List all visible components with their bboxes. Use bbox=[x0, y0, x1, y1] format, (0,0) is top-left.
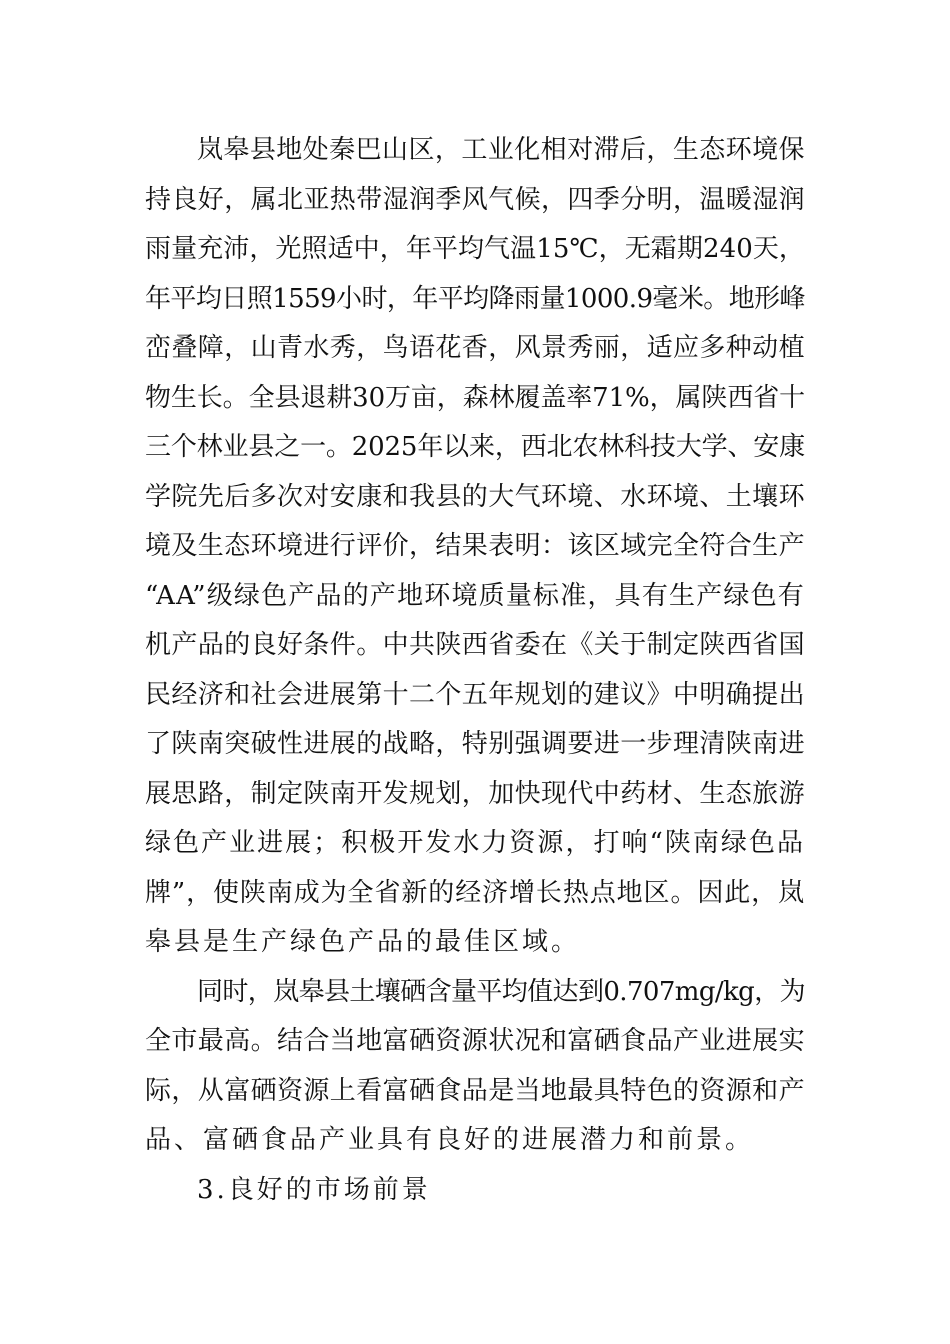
paragraph-selenium bbox=[145, 968, 805, 1166]
text-line: 三个林业县之一。2025年以来，西北农林科技大学、安康 bbox=[145, 432, 805, 462]
text-line: 雨量充沛，光照适中，年平均气温15℃，无霜期240天， bbox=[145, 234, 805, 264]
text-line: 同时，岚皋县土壤硒含量平均值达到0.707mg/kg，为 bbox=[197, 976, 805, 1007]
text-line: “AA”级绿色产品的产地环境质量标准，具有生产绿色有 bbox=[145, 580, 805, 611]
text-line: 了陕南突破性进展的战略，特别强调要进一步理清陕南进 bbox=[145, 729, 805, 759]
text-line: 展思路，制定陕南开发规划，加快现代中药材、生态旅游 bbox=[145, 778, 805, 809]
document-body bbox=[145, 126, 805, 1215]
text-line: 境及生态环境进行评价，结果表明：该区域完全符合生产 bbox=[145, 531, 805, 561]
text-line: 岚皋县地处秦巴山区，工业化相对滞后，生态环境保 bbox=[197, 135, 805, 165]
text-line: 全市最高。结合当地富硒资源状况和富硒食品产业进展实 bbox=[145, 1026, 805, 1056]
paragraph-ecology bbox=[145, 126, 805, 968]
section-heading: 3.良好的市场前景 bbox=[197, 1174, 431, 1205]
text-line: 牌”，使陕南成为全省新的经济增长热点地区。因此，岚 bbox=[145, 877, 805, 908]
text-line: 学院先后多次对安康和我县的大气环境、水环境、土壤环 bbox=[145, 481, 805, 512]
text-line: 际，从富硒资源上看富硒食品是当地最具特色的资源和产 bbox=[145, 1075, 805, 1106]
text-line: 民经济和社会进展第十二个五年规划的建议》中明确提出 bbox=[145, 679, 805, 710]
text-line: 品、富硒食品产业具有良好的进展潜力和前景。 bbox=[145, 1125, 755, 1155]
text-line: 机产品的良好条件。中共陕西省委在《关于制定陕西省国 bbox=[145, 630, 805, 660]
text-line: 持良好，属北亚热带湿润季风气候，四季分明，温暖湿润 bbox=[145, 184, 805, 215]
text-line: 物生长。全县退耕30万亩，森林履盖率71%，属陕西省十 bbox=[145, 382, 805, 413]
text-line: 年平均日照1559小时，年平均降雨量1000.9毫米。地形峰 bbox=[145, 283, 805, 314]
text-line: 皋县是生产绿色产品的最佳区域。 bbox=[145, 927, 581, 957]
text-line: 峦叠障，山青水秀，鸟语花香，风景秀丽，适应多种动植 bbox=[145, 333, 805, 363]
text-line: 绿色产业进展；积极开发水力资源，打响“陕南绿色品 bbox=[145, 828, 805, 858]
